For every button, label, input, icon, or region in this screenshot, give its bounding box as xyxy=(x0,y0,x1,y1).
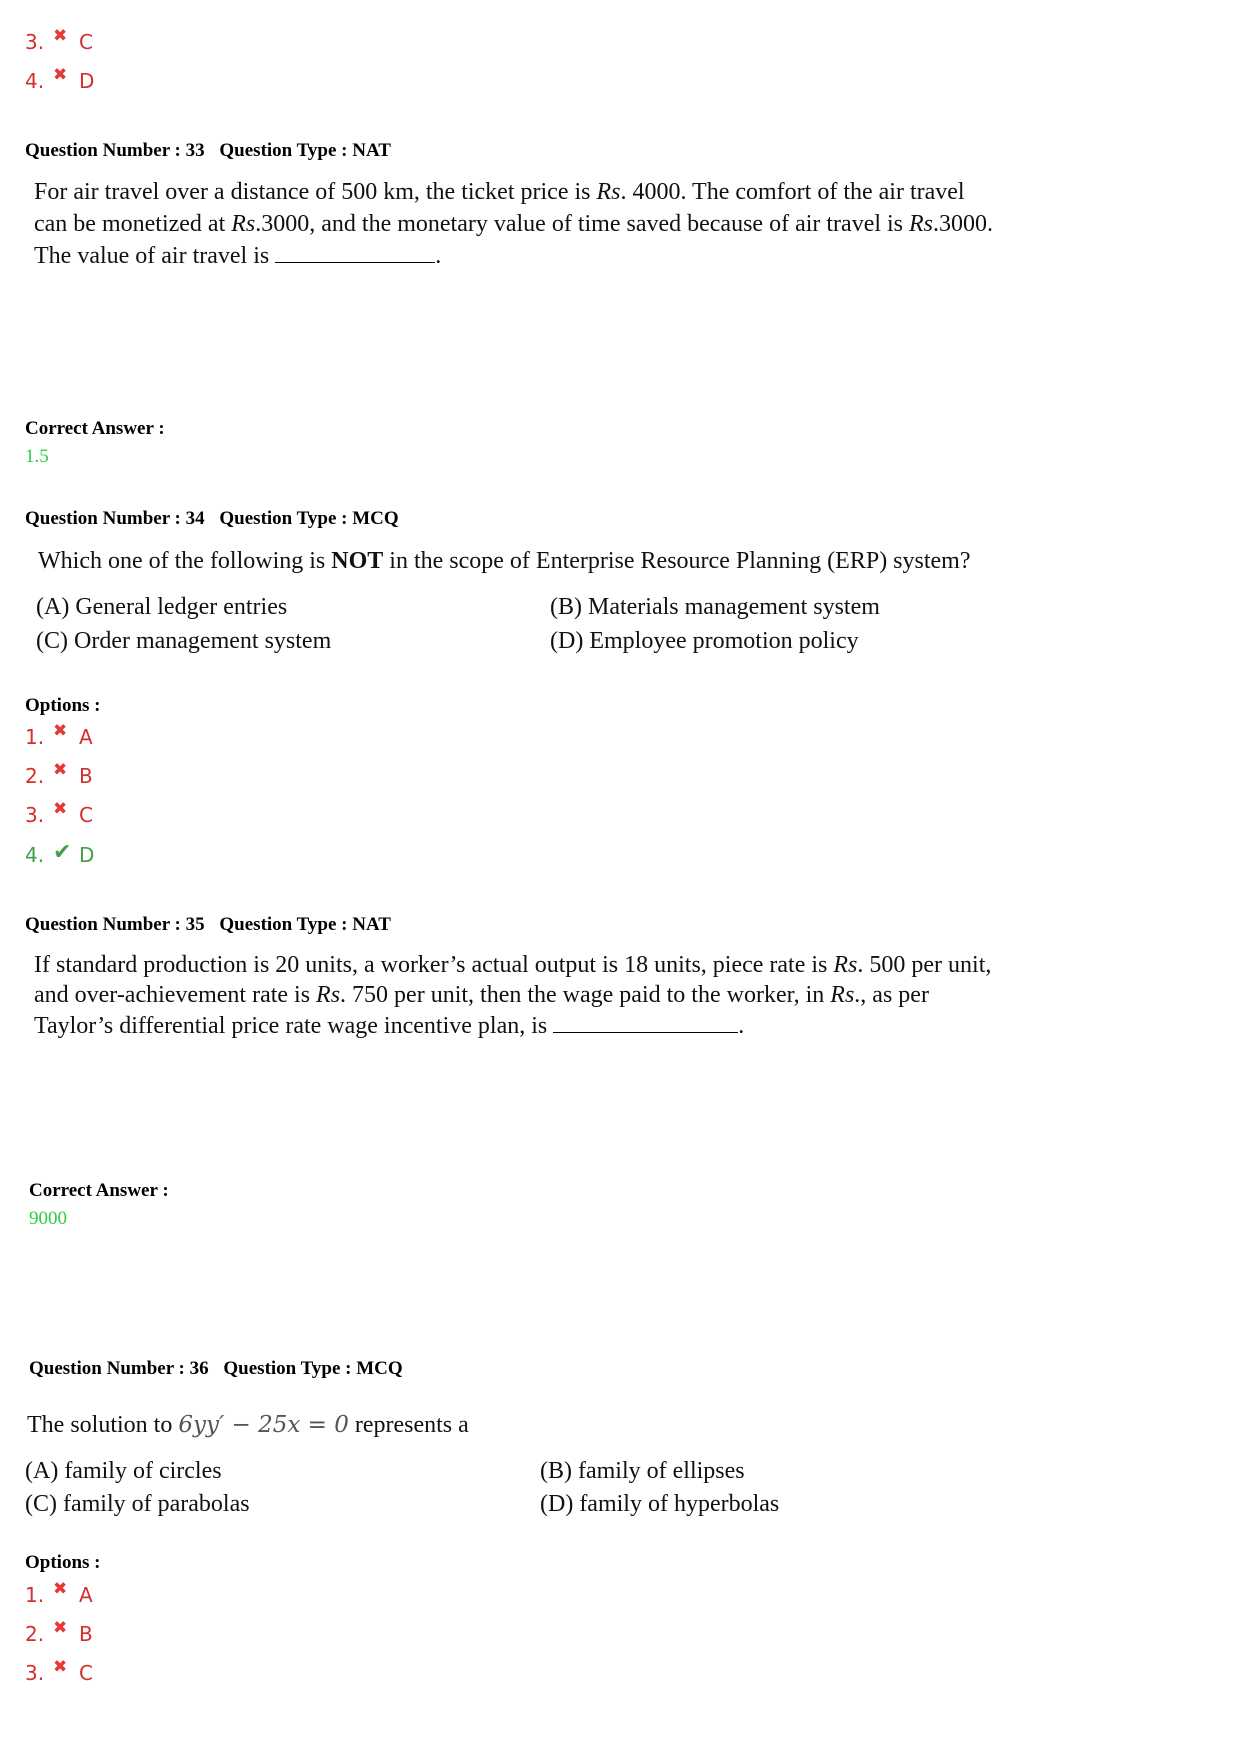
choice-c: (C) family of parabolas xyxy=(25,1491,250,1517)
option-row xyxy=(25,1580,93,1610)
question-line: The value of air travel is . xyxy=(34,240,1098,272)
question-header xyxy=(25,508,399,530)
choice-d: (D) Employee promotion policy xyxy=(550,628,859,654)
option-row xyxy=(25,66,94,96)
choice-c: (C) Order management system xyxy=(36,628,332,654)
question-line: and over-achievement rate is Rs. 750 per unit, then the wage paid to the worker, in Rs., as per xyxy=(34,982,929,1008)
option-letter: C xyxy=(79,30,93,54)
correct-answer-label: Correct Answer : xyxy=(25,418,165,439)
question-line: Taylor’s differential price rate wage incentive plan, is . xyxy=(34,1010,1098,1041)
question-header xyxy=(25,140,391,162)
option-letter: C xyxy=(79,803,93,827)
answer-blank xyxy=(275,240,435,263)
option-row xyxy=(25,1658,93,1688)
option-number: 4. xyxy=(25,69,45,93)
question-line: For air travel over a distance of 500 km, the ticket price is Rs. 4000. The comfort of the air travel xyxy=(34,179,965,205)
option-number: 4. xyxy=(25,843,45,867)
option-number: 2. xyxy=(25,1622,45,1646)
option-row xyxy=(25,761,93,791)
option-letter: D xyxy=(79,69,95,93)
option-letter: A xyxy=(79,1583,93,1607)
check-icon: ✔ xyxy=(53,839,72,865)
question-header xyxy=(25,914,391,936)
question-type: Question Type : MCQ xyxy=(219,508,399,529)
question-text xyxy=(34,950,1098,1041)
option-number: 2. xyxy=(25,764,45,788)
question-type: Question Type : NAT xyxy=(219,914,391,935)
cross-icon: ✖ xyxy=(53,1579,68,1599)
choice-d: (D) family of hyperbolas xyxy=(540,1491,780,1517)
choice-b: (B) family of ellipses xyxy=(540,1458,745,1484)
option-letter: B xyxy=(79,1622,93,1646)
option-row xyxy=(25,27,93,57)
question-type: Question Type : NAT xyxy=(219,140,391,161)
option-row-correct xyxy=(25,840,94,870)
option-letter: C xyxy=(79,1661,93,1685)
correct-answer-value: 9000 xyxy=(29,1208,67,1229)
question-line: can be monetized at Rs.3000, and the monetary value of time saved because of air travel is Rs.3000. xyxy=(34,211,994,237)
answer-blank xyxy=(553,1010,738,1033)
option-number: 3. xyxy=(25,803,45,827)
question-number: Question Number : 33 xyxy=(25,140,205,161)
option-number: 1. xyxy=(25,1583,45,1607)
options-label: Options : xyxy=(25,695,101,716)
question-text: Which one of the following is NOT in the scope of Enterprise Resource Planning (ERP) system? xyxy=(38,548,971,574)
question-line: If standard production is 20 units, a worker’s actual output is 18 units, piece rate is Rs. 500 per unit, xyxy=(34,952,992,978)
choice-a: (A) family of circles xyxy=(25,1458,222,1484)
question-number: Question Number : 34 xyxy=(25,508,205,529)
choice-b: (B) Materials management system xyxy=(550,594,880,620)
option-row xyxy=(25,1619,93,1649)
cross-icon: ✖ xyxy=(53,721,68,741)
cross-icon: ✖ xyxy=(53,26,68,46)
option-number: 3. xyxy=(25,30,45,54)
cross-icon: ✖ xyxy=(53,65,68,85)
option-letter: B xyxy=(79,764,93,788)
correct-answer-label: Correct Answer : xyxy=(29,1180,169,1201)
options-label: Options : xyxy=(25,1552,101,1573)
question-header xyxy=(29,1358,403,1380)
option-letter: A xyxy=(79,725,93,749)
question-text xyxy=(34,176,1098,272)
question-type: Question Type : MCQ xyxy=(223,1358,403,1379)
equation: 6yy′ − 25x = 0 xyxy=(178,1412,349,1438)
option-number: 3. xyxy=(25,1661,45,1685)
option-row xyxy=(25,800,93,830)
choice-a: (A) General ledger entries xyxy=(36,594,288,620)
option-row xyxy=(25,722,93,752)
question-text: The solution to 6yy′ − 25x = 0 represents a xyxy=(27,1412,469,1438)
question-number: Question Number : 35 xyxy=(25,914,205,935)
correct-answer-value: 1.5 xyxy=(25,446,49,467)
option-letter: D xyxy=(79,843,95,867)
question-number: Question Number : 36 xyxy=(29,1358,209,1379)
cross-icon: ✖ xyxy=(53,760,68,780)
cross-icon: ✖ xyxy=(53,1657,68,1677)
cross-icon: ✖ xyxy=(53,799,68,819)
cross-icon: ✖ xyxy=(53,1618,68,1638)
option-number: 1. xyxy=(25,725,45,749)
